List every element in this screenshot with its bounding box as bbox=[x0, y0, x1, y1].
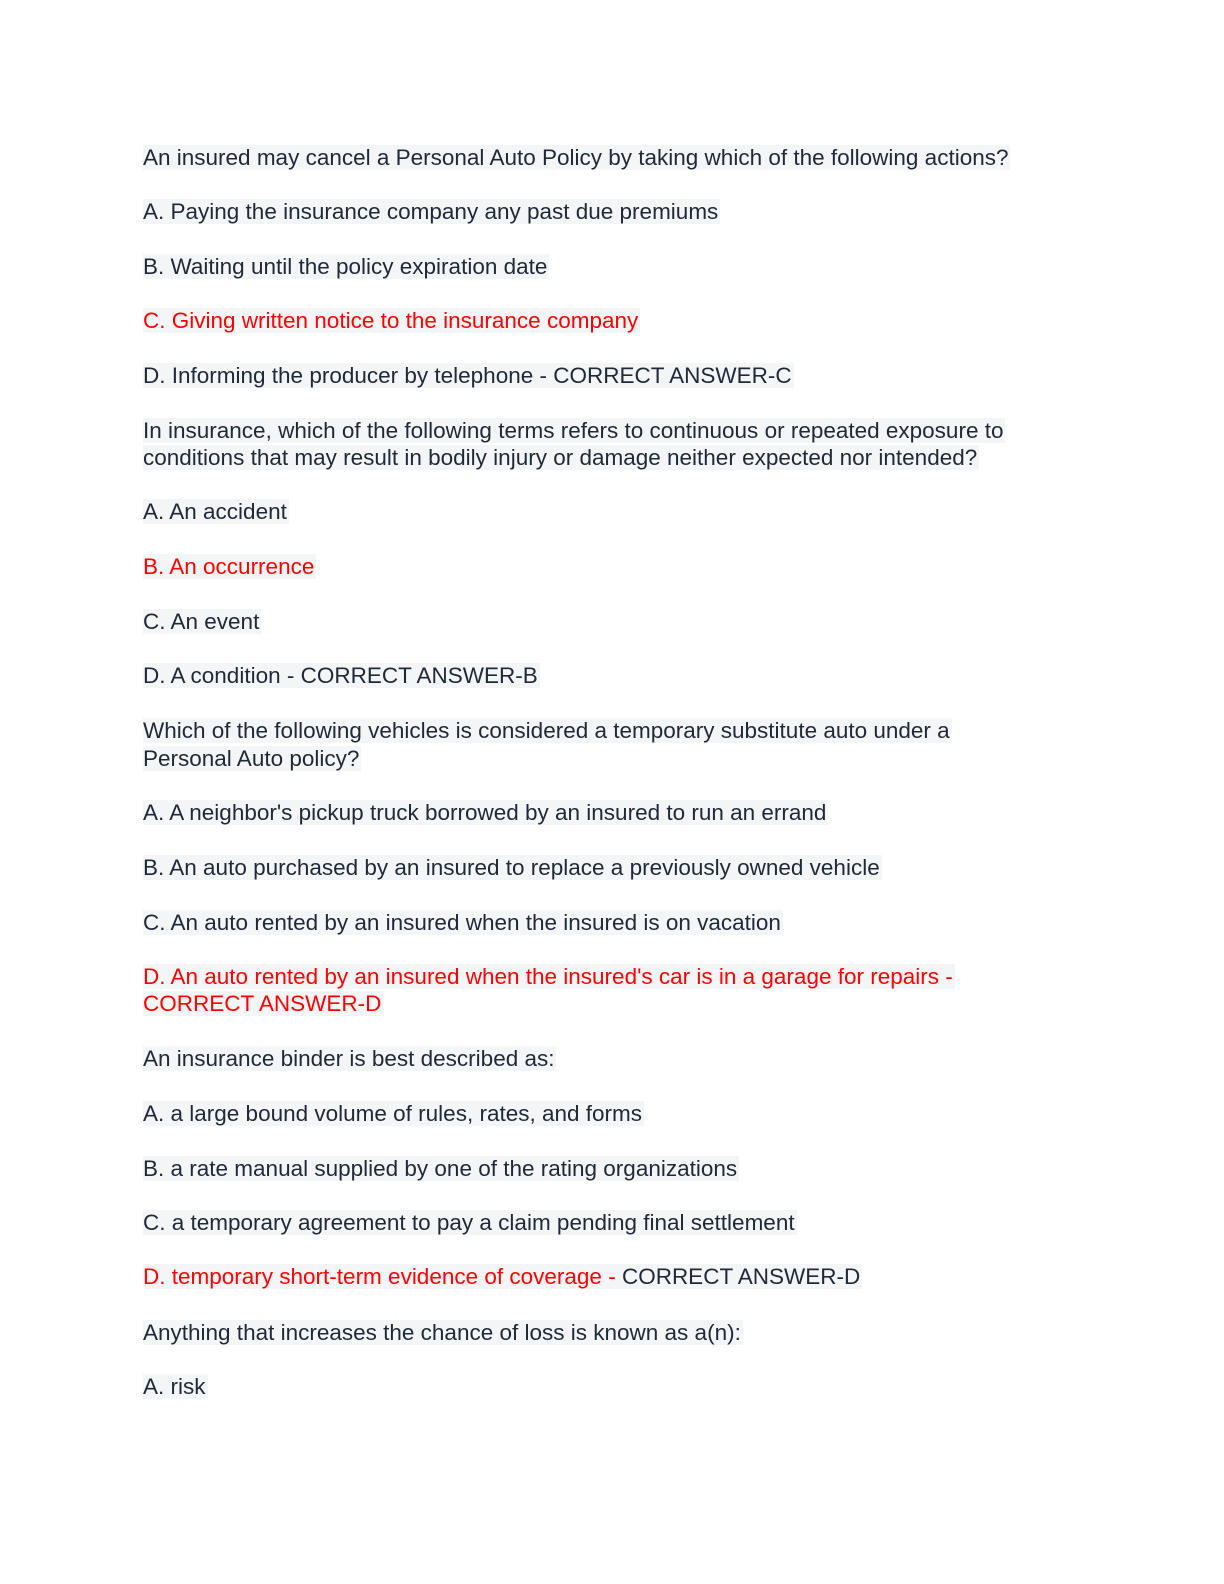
question-4-option-d-text bbox=[143, 1264, 862, 1289]
question-4-answer-key: CORRECT ANSWER-D bbox=[615, 1264, 861, 1289]
question-2-option-d: D. A condition - CORRECT ANSWER-B bbox=[143, 663, 538, 688]
question-3-option-d-correct-line-1: D. An auto rented by an insured when the insured's car is in a garage for repairs - bbox=[143, 964, 953, 989]
question-1-option-d: D. Informing the producer by telephone - CORRECT ANSWER-C bbox=[143, 363, 792, 388]
question-5-option-a: A. risk bbox=[143, 1374, 206, 1399]
question-1-option-b: B. Waiting until the policy expiration date bbox=[143, 254, 548, 279]
question-3-prompt-line-2: Personal Auto policy? bbox=[143, 746, 360, 771]
question-4-option-c: C. a temporary agreement to pay a claim pending final settlement bbox=[143, 1210, 795, 1235]
question-1-option-c-correct: C. Giving written notice to the insurance company bbox=[143, 308, 639, 333]
question-4-option-d bbox=[143, 1263, 862, 1291]
question-3-option-a: A. A neighbor's pickup truck borrowed by an insured to run an errand bbox=[143, 800, 827, 825]
question-4-option-a: A. a large bound volume of rules, rates, and forms bbox=[143, 1101, 643, 1126]
question-2-prompt-line-2: conditions that may result in bodily injury or damage neither expected nor intended? bbox=[143, 445, 978, 470]
question-1-prompt: An insured may cancel a Personal Auto Policy by taking which of the following actions? bbox=[143, 145, 1009, 170]
question-3-option-b: B. An auto purchased by an insured to replace a previously owned vehicle bbox=[143, 855, 880, 880]
question-1-option-a: A. Paying the insurance company any past due premiums bbox=[143, 199, 719, 224]
question-3-prompt-line-1: Which of the following vehicles is considered a temporary substitute auto under a bbox=[143, 718, 950, 743]
question-3-option-c: C. An auto rented by an insured when the insured is on vacation bbox=[143, 910, 781, 935]
question-2-option-a: A. An accident bbox=[143, 499, 287, 524]
question-2-option-c: C. An event bbox=[143, 609, 260, 634]
question-5-prompt: Anything that increases the chance of loss is known as a(n): bbox=[143, 1320, 741, 1345]
question-4-option-b: B. a rate manual supplied by one of the rating organizations bbox=[143, 1156, 738, 1181]
question-3-option-d-correct-line-2: CORRECT ANSWER-D bbox=[143, 991, 382, 1016]
question-4-prompt: An insurance binder is best described as: bbox=[143, 1046, 555, 1071]
question-2-option-b-correct: B. An occurrence bbox=[143, 554, 315, 579]
question-2-prompt-line-1: In insurance, which of the following terms refers to continuous or repeated exposure to bbox=[143, 418, 1004, 443]
question-4-option-d-correct-text: D. temporary short-term evidence of coverage - bbox=[143, 1264, 616, 1289]
